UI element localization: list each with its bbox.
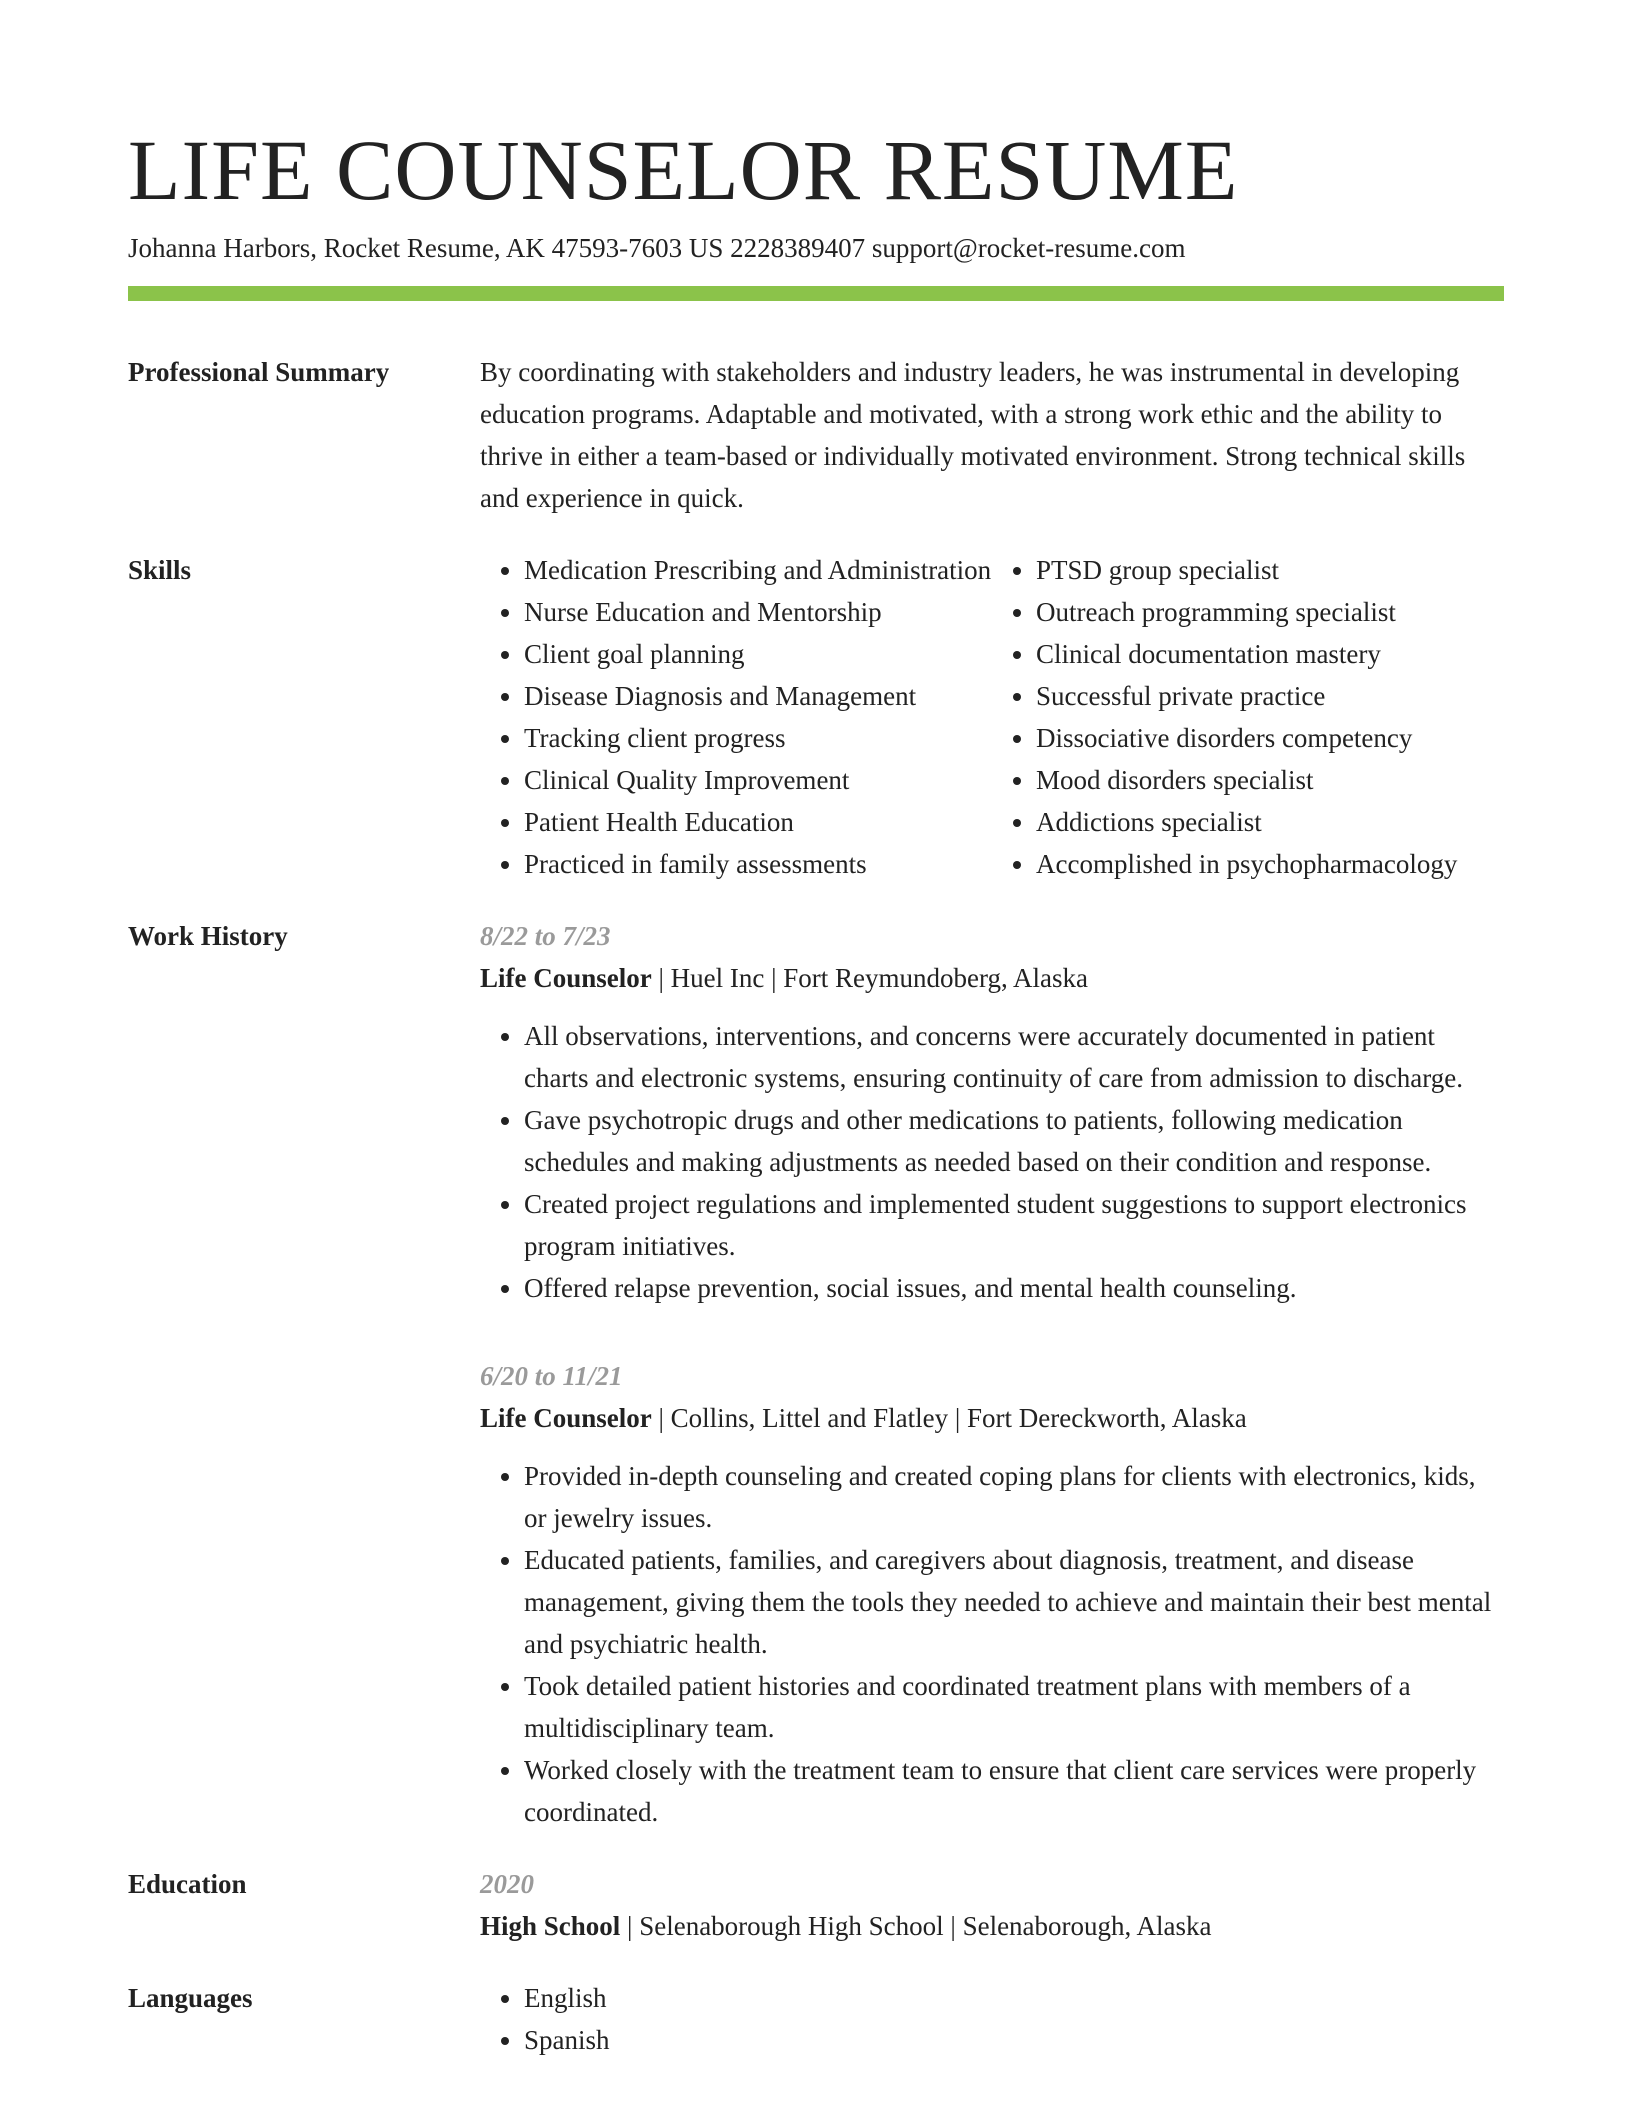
skill-item: • Outreach programming specialist: [1036, 591, 1504, 633]
skill-item: • Patient Health Education: [524, 801, 992, 843]
job-duties: [480, 1015, 1504, 1309]
duty-item: • Offered relapse prevention, social issues, and mental health counseling.: [524, 1267, 1504, 1309]
section-heading: Education: [128, 1869, 247, 1899]
work-history-section: [128, 915, 1504, 1833]
job-heading: [480, 1397, 1504, 1439]
job-title: Life Counselor: [480, 1403, 652, 1433]
skill-item: • Dissociative disorders competency: [1036, 717, 1504, 759]
language-item: • Spanish: [524, 2019, 1504, 2061]
summary-section: [128, 351, 1504, 519]
duty-item: • Educated patients, families, and caregivers about diagnosis, treatment, and disease management, giving them the tools they needed to achieve and maintain their best mental and psychiatric health.: [524, 1539, 1504, 1665]
skill-item: • Clinical documentation mastery: [1036, 633, 1504, 675]
education-heading: [480, 1905, 1504, 1947]
duty-item: • Worked closely with the treatment team to ensure that client care services were properly coordinated.: [524, 1749, 1504, 1833]
skill-item: • Practiced in family assessments: [524, 843, 992, 885]
education-year: 2020: [480, 1869, 534, 1899]
duty-item: • Gave psychotropic drugs and other medications to patients, following medication schedules and making adjustments as needed based on their condition and response.: [524, 1099, 1504, 1183]
job-duties: [480, 1455, 1504, 1833]
education-school-location: | Selenaborough High School | Selenaborough, Alaska: [620, 1911, 1212, 1941]
job-title: Life Counselor: [480, 963, 652, 993]
languages-list: [480, 1977, 1504, 2061]
summary-text: By coordinating with stakeholders and industry leaders, he was instrumental in developing education programs. Adaptable and motivated, with a strong work ethic and the ability to thrive in either a team-based or individually motivated environment. Strong technical skills and experience in quick.: [480, 357, 1466, 513]
skill-item: • Medication Prescribing and Administration: [524, 549, 992, 591]
job-dates: 6/20 to 11/21: [480, 1361, 623, 1391]
section-heading: Languages: [128, 1983, 253, 2013]
languages-section: [128, 1977, 1504, 2061]
skill-item: • Nurse Education and Mentorship: [524, 591, 992, 633]
duty-item: • Took detailed patient histories and coordinated treatment plans with members of a multidisciplinary team.: [524, 1665, 1504, 1749]
language-item: • English: [524, 1977, 1504, 2019]
skill-item: • PTSD group specialist: [1036, 549, 1504, 591]
education-section: [128, 1863, 1504, 1947]
job-dates: 8/22 to 7/23: [480, 921, 611, 951]
skill-item: • Successful private practice: [1036, 675, 1504, 717]
section-heading: Skills: [128, 555, 192, 585]
skill-item: • Client goal planning: [524, 633, 992, 675]
contact-line: Johanna Harbors, Rocket Resume, AK 47593-7603 US 2228389407 support@rocket-resume.com: [128, 233, 1186, 263]
duty-item: • Provided in-depth counseling and created coping plans for clients with electronics, kids, or jewelry issues.: [524, 1455, 1504, 1539]
skill-item: • Addictions specialist: [1036, 801, 1504, 843]
job-entry: [480, 1355, 1504, 1833]
job-heading: [480, 957, 1504, 999]
skills-list-left: [480, 549, 992, 885]
job-employer-location: | Huel Inc | Fort Reymundoberg, Alaska: [651, 963, 1088, 993]
skill-item: • Mood disorders specialist: [1036, 759, 1504, 801]
skills-list-right: [992, 549, 1504, 885]
resume-title: LIFE COUNSELOR RESUME: [128, 122, 1239, 218]
accent-divider: [128, 286, 1504, 301]
section-heading: Professional Summary: [128, 357, 390, 387]
skill-item: • Clinical Quality Improvement: [524, 759, 992, 801]
skill-item: • Accomplished in psychopharmacology: [1036, 843, 1504, 885]
skill-item: • Disease Diagnosis and Management: [524, 675, 992, 717]
skills-section: [128, 549, 1504, 885]
section-heading: Work History: [128, 921, 288, 951]
duty-item: • Created project regulations and implemented student suggestions to support electronics program initiatives.: [524, 1183, 1504, 1267]
job-employer-location: | Collins, Littel and Flatley | Fort Dereckworth, Alaska: [651, 1403, 1247, 1433]
skill-item: • Tracking client progress: [524, 717, 992, 759]
job-entry: [480, 915, 1504, 1309]
duty-item: • All observations, interventions, and concerns were accurately documented in patient charts and electronic systems, ensuring continuity of care from admission to discharge.: [524, 1015, 1504, 1099]
education-degree: High School: [480, 1911, 621, 1941]
